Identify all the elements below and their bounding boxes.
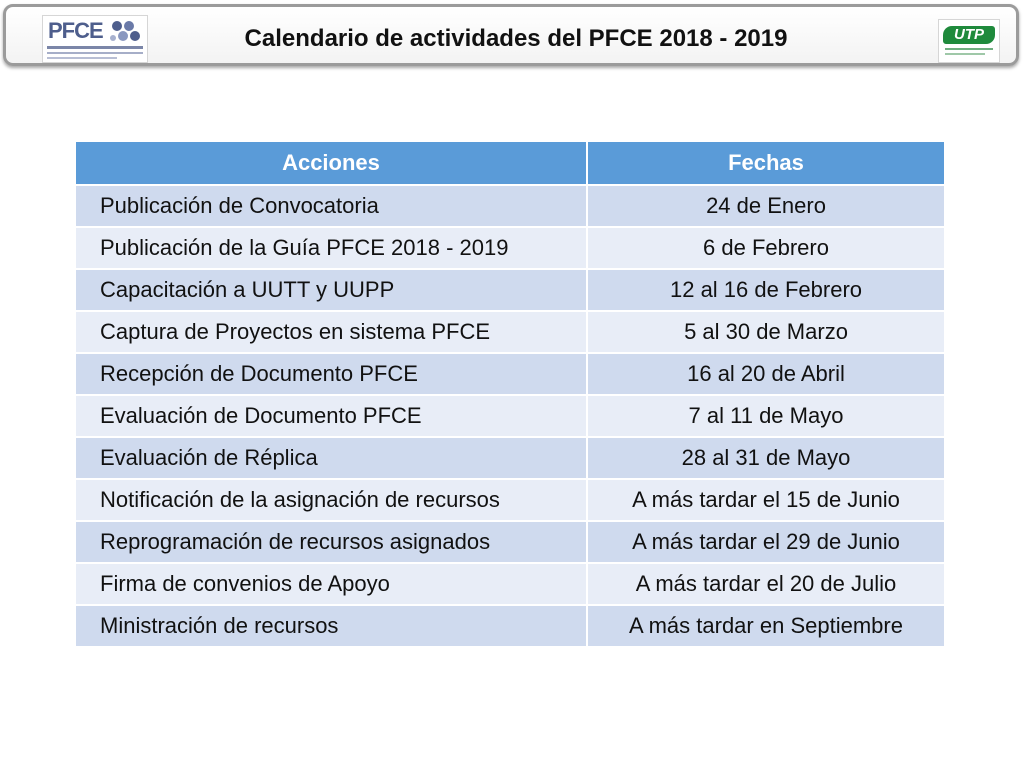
table-row — [75, 479, 945, 521]
activities-table — [74, 140, 946, 648]
accion-cell: Capacitación a UUTT y UUPP — [75, 269, 587, 311]
fecha-cell: 6 de Febrero — [587, 227, 945, 269]
fecha-cell: A más tardar en Septiembre — [587, 605, 945, 647]
accion-cell: Publicación de la Guía PFCE 2018 - 2019 — [75, 227, 587, 269]
utp-logo-caption-line — [945, 48, 993, 50]
accion-cell: Reprogramación de recursos asignados — [75, 521, 587, 563]
fecha-cell: 16 al 20 de Abril — [587, 353, 945, 395]
fecha-cell: 7 al 11 de Mayo — [587, 395, 945, 437]
utp-logo — [938, 19, 1000, 63]
accion-cell: Notificación de la asignación de recursos — [75, 479, 587, 521]
table-row — [75, 521, 945, 563]
pfce-logo-text: PFCE — [48, 18, 103, 43]
accion-cell: Evaluación de Documento PFCE — [75, 395, 587, 437]
fecha-cell: A más tardar el 29 de Junio — [587, 521, 945, 563]
accion-cell: Ministración de recursos — [75, 605, 587, 647]
fecha-cell: 24 de Enero — [587, 185, 945, 227]
table-row — [75, 353, 945, 395]
table-row — [75, 605, 945, 647]
table-row — [75, 437, 945, 479]
fecha-cell: A más tardar el 15 de Junio — [587, 479, 945, 521]
pfce-logo — [42, 15, 148, 63]
column-header-fechas: Fechas — [587, 141, 945, 185]
pfce-bubbles-icon — [109, 20, 143, 46]
pfce-logo-caption-line — [47, 46, 143, 49]
utp-logo-caption-line — [945, 53, 985, 55]
table-row — [75, 311, 945, 353]
table-row — [75, 185, 945, 227]
pfce-logo-caption-line — [47, 52, 143, 54]
page-title: Calendario de actividades del PFCE 2018 - 2019 — [244, 25, 788, 52]
table-row — [75, 227, 945, 269]
header-banner — [3, 4, 1019, 66]
table-header-row — [75, 141, 945, 185]
accion-cell: Publicación de Convocatoria — [75, 185, 587, 227]
accion-cell: Evaluación de Réplica — [75, 437, 587, 479]
fecha-cell: A más tardar el 20 de Julio — [587, 563, 945, 605]
pfce-logo-caption-line — [47, 57, 117, 59]
table-row — [75, 395, 945, 437]
accion-cell: Captura de Proyectos en sistema PFCE — [75, 311, 587, 353]
table-row — [75, 269, 945, 311]
fecha-cell: 28 al 31 de Mayo — [587, 437, 945, 479]
fecha-cell: 12 al 16 de Febrero — [587, 269, 945, 311]
column-header-acciones: Acciones — [75, 141, 587, 185]
accion-cell: Recepción de Documento PFCE — [75, 353, 587, 395]
fecha-cell: 5 al 30 de Marzo — [587, 311, 945, 353]
accion-cell: Firma de convenios de Apoyo — [75, 563, 587, 605]
table-row — [75, 563, 945, 605]
utp-logo-text: UTP — [954, 26, 984, 43]
